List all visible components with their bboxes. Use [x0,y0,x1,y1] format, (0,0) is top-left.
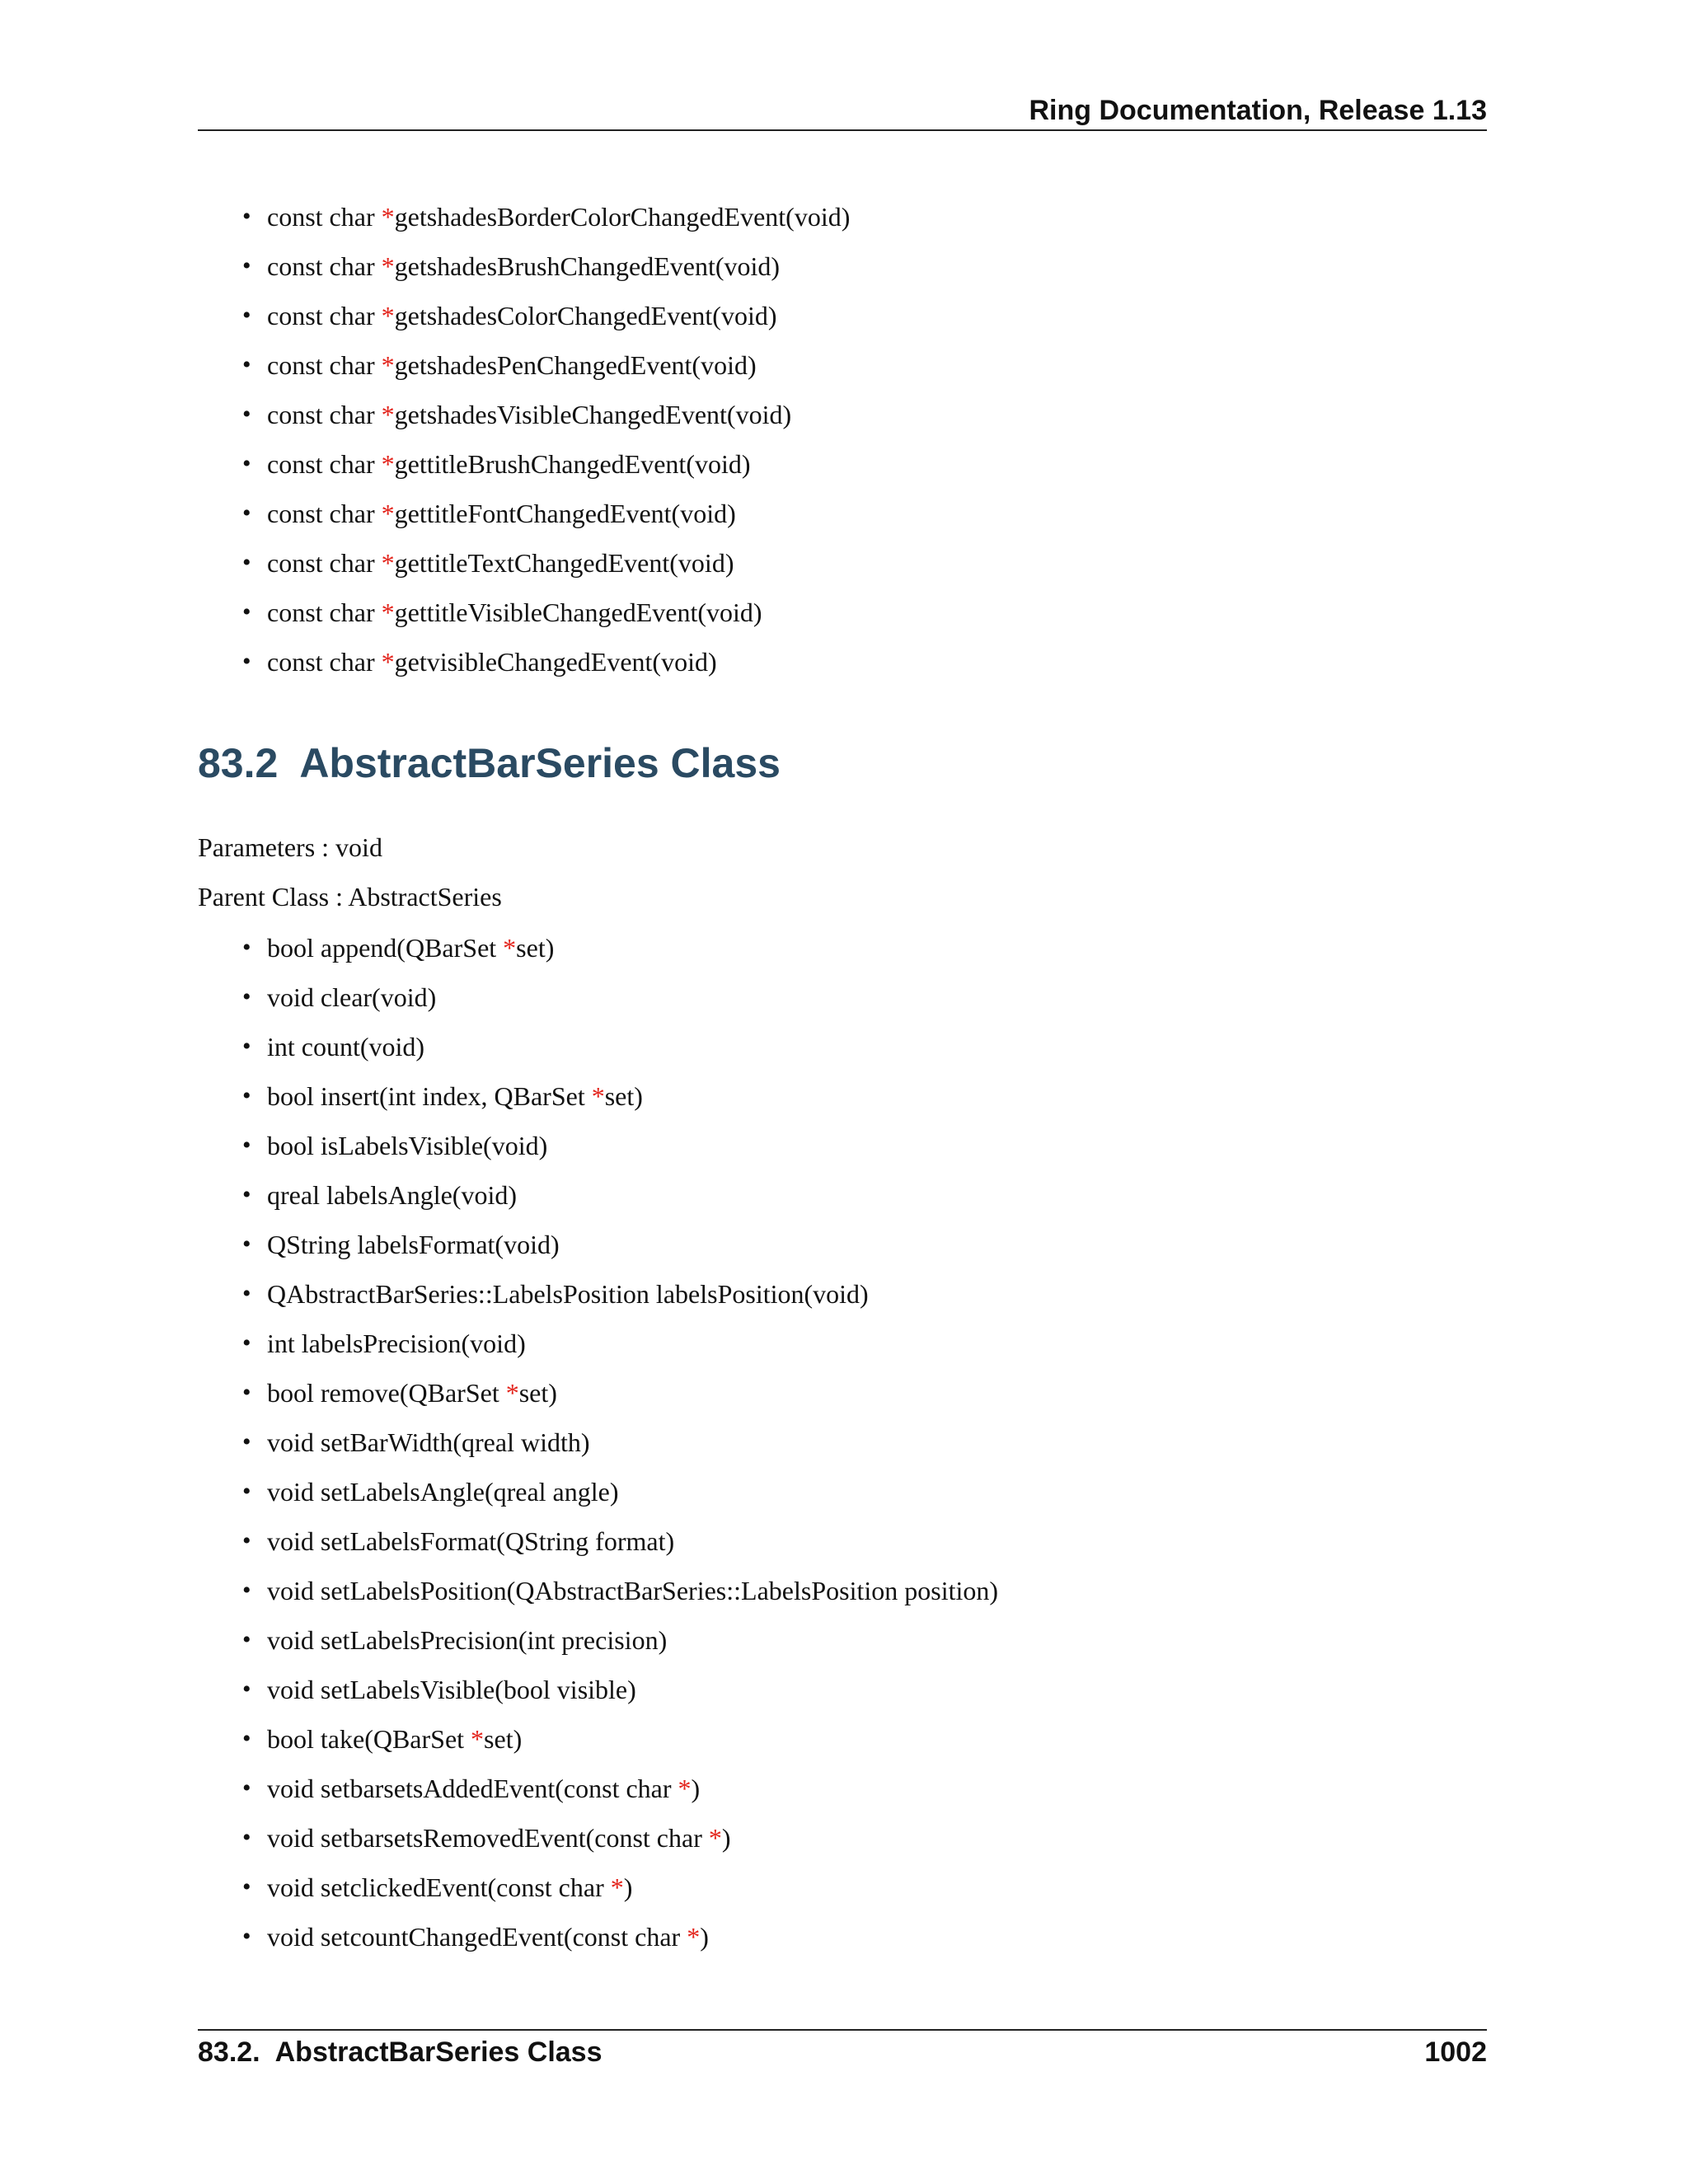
list-item [242,1770,998,1820]
bullet-icon: • [242,1230,251,1258]
item-name: getshadesPenChangedEvent(void) [394,350,757,380]
item-text: bool append(QBarSet [267,933,504,963]
list-item [242,930,998,979]
list-item [242,1820,998,1869]
bullet-icon: • [242,1280,251,1307]
bullet-icon: • [242,1923,251,1950]
item-prefix: const char [267,350,382,380]
item-prefix: const char [267,251,382,281]
item-name: getshadesBrushChangedEvent(void) [394,251,781,281]
item-text-tail: ) [721,1823,731,1853]
event-getter-list [242,199,850,693]
item-prefix: const char [267,598,382,627]
item-text: void setLabelsPrecision(int precision) [267,1625,668,1655]
list-item [242,1523,998,1572]
item-prefix: const char [267,548,382,578]
footer-rule [198,2029,1487,2031]
item-text-tail: set) [518,1378,557,1408]
item-name: gettitleBrushChangedEvent(void) [394,449,751,479]
list-item [242,347,850,396]
list-item [242,545,850,594]
item-text-tail: set) [484,1724,523,1754]
header-rule [198,129,1487,131]
item-text: bool isLabelsVisible(void) [267,1131,548,1160]
bullet-icon: • [242,1774,251,1802]
bullet-icon: • [242,1873,251,1900]
bullet-icon: • [242,401,251,428]
item-text: QString labelsFormat(void) [267,1230,560,1259]
section-title: AbstractBarSeries Class [299,740,781,786]
item-text-tail: ) [623,1872,633,1902]
section-number: 83.2 [198,740,279,786]
pointer-star: * [381,647,395,677]
item-text: qreal labelsAngle(void) [267,1180,517,1210]
list-item [242,1226,998,1276]
item-text: void setbarsetsAddedEvent(const char [267,1774,678,1803]
item-name: gettitleFontChangedEvent(void) [394,499,736,528]
footer-section-number: 83.2. [198,2036,260,2068]
pointer-star: * [381,499,395,528]
parameters-text: Parameters : void [198,832,382,862]
item-prefix: const char [267,449,382,479]
list-item [242,1276,998,1325]
list-item [242,1474,998,1523]
pointer-star: * [505,1378,519,1408]
list-item [242,199,850,248]
list-item [242,1424,998,1474]
bullet-icon: • [242,1132,251,1159]
item-name: getshadesColorChangedEvent(void) [394,301,777,330]
list-item [242,1177,998,1226]
pointer-star: * [381,548,395,578]
list-item [242,1869,998,1919]
item-text: void clear(void) [267,982,437,1012]
list-item [242,594,850,644]
item-text: void setLabelsPosition(QAbstractBarSeries::LabelsPosition position) [267,1576,999,1605]
list-item [242,1671,998,1721]
pointer-star: * [687,1922,701,1952]
bullet-icon: • [242,1725,251,1752]
bullet-icon: • [242,252,251,279]
bullet-icon: • [242,203,251,230]
item-text: QAbstractBarSeries::LabelsPosition labelsPosition(void) [267,1279,869,1309]
bullet-icon: • [242,351,251,378]
pointer-star: * [381,202,395,232]
item-name: getshadesVisibleChangedEvent(void) [394,400,792,429]
bullet-icon: • [242,1675,251,1703]
running-header-title: Ring Documentation, Release 1.13 [1029,95,1487,126]
list-item [242,446,850,495]
bullet-icon: • [242,648,251,675]
item-text: void setLabelsVisible(bool visible) [267,1675,636,1704]
item-prefix: const char [267,647,382,677]
item-name: gettitleTextChangedEvent(void) [394,548,734,578]
pointer-star: * [503,933,517,963]
pointer-star: * [381,301,395,330]
item-prefix: const char [267,202,382,232]
list-item [242,644,850,693]
item-text: void setcountChangedEvent(const char [267,1922,687,1952]
method-list [242,930,998,1968]
list-item [242,396,850,446]
list-item [242,1127,998,1177]
pointer-star: * [381,598,395,627]
list-item [242,495,850,545]
item-text: void setLabelsAngle(qreal angle) [267,1477,619,1507]
bullet-icon: • [242,1329,251,1357]
pointer-star: * [708,1823,722,1853]
bullet-icon: • [242,1527,251,1554]
bullet-icon: • [242,1428,251,1455]
item-text: void setLabelsFormat(QString format) [267,1526,675,1556]
item-text-tail: ) [691,1774,701,1803]
footer-section [198,2034,603,2070]
pointer-star: * [381,449,395,479]
pointer-star: * [678,1774,692,1803]
pointer-star: * [381,350,395,380]
item-prefix: const char [267,301,382,330]
list-item [242,248,850,298]
pointer-star: * [381,400,395,429]
item-text: void setBarWidth(qreal width) [267,1427,590,1457]
item-name: getshadesBorderColorChangedEvent(void) [394,202,851,232]
bullet-icon: • [242,934,251,961]
bullet-icon: • [242,1478,251,1505]
parent-class-text: Parent Class : AbstractSeries [198,882,502,912]
item-name: gettitleVisibleChangedEvent(void) [394,598,762,627]
list-item [242,1622,998,1671]
bullet-icon: • [242,1082,251,1109]
pointer-star: * [381,251,395,281]
bullet-icon: • [242,302,251,329]
section-heading [198,738,781,789]
bullet-icon: • [242,1626,251,1653]
list-item [242,979,998,1029]
item-text: bool remove(QBarSet [267,1378,506,1408]
bullet-icon: • [242,549,251,576]
footer-section-title: AbstractBarSeries Class [274,2036,603,2068]
item-text: void setclickedEvent(const char [267,1872,611,1902]
bullet-icon: • [242,983,251,1010]
item-text: int labelsPrecision(void) [267,1329,526,1358]
item-prefix: const char [267,400,382,429]
item-text: bool insert(int index, QBarSet [267,1081,592,1111]
pointer-star: * [471,1724,485,1754]
item-text: bool take(QBarSet [267,1724,471,1754]
pointer-star: * [591,1081,605,1111]
bullet-icon: • [242,1577,251,1604]
list-item [242,1919,998,1968]
item-text-tail: ) [700,1922,709,1952]
bullet-icon: • [242,598,251,626]
list-item [242,1325,998,1375]
bullet-icon: • [242,1379,251,1406]
bullet-icon: • [242,1824,251,1851]
item-text: void setbarsetsRemovedEvent(const char [267,1823,709,1853]
bullet-icon: • [242,1181,251,1208]
list-item [242,1375,998,1424]
list-item [242,1029,998,1078]
list-item [242,1078,998,1127]
item-text: int count(void) [267,1032,425,1062]
page-number: 1002 [1424,2036,1487,2068]
list-item [242,1572,998,1622]
item-name: getvisibleChangedEvent(void) [394,647,717,677]
bullet-icon: • [242,499,251,527]
list-item [242,298,850,347]
pointer-star: * [610,1872,624,1902]
item-prefix: const char [267,499,382,528]
item-text-tail: set) [516,933,555,963]
bullet-icon: • [242,1033,251,1060]
list-item [242,1721,998,1770]
bullet-icon: • [242,450,251,477]
item-text-tail: set) [604,1081,643,1111]
